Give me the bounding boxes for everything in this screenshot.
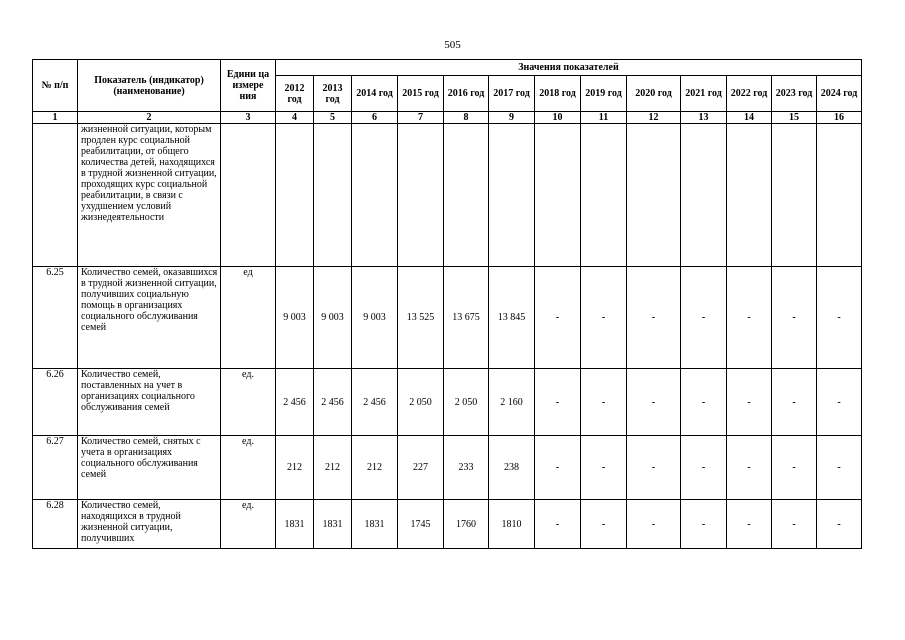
row-value: 2 456 [314,369,352,436]
column-number: 2 [78,112,221,124]
row-value: - [817,436,862,500]
header-year: 2022 год [727,76,772,112]
row-value [581,124,627,267]
row-value [535,124,581,267]
header-year: 2013 год [314,76,352,112]
row-value: - [535,369,581,436]
row-indicator: жизненной ситуации, которым продлен курс социальной реабилитации, от общего количества детей, находящихся в трудной жизненной ситуации, проходящих курс социальной реабилитации, в связи с ухудшением условий жизнедеятельности [78,124,221,267]
row-value [681,124,727,267]
column-number: 14 [727,112,772,124]
row-value [352,124,398,267]
column-number: 13 [681,112,727,124]
row-value: - [581,369,627,436]
row-value: 1745 [398,500,444,549]
row-value: - [772,500,817,549]
row-value: - [627,267,681,369]
row-value [817,124,862,267]
column-number: 1 [33,112,78,124]
row-value: - [581,500,627,549]
column-number: 6 [352,112,398,124]
row-value: 13 525 [398,267,444,369]
column-number: 12 [627,112,681,124]
row-value [398,124,444,267]
row-unit: ед. [221,369,276,436]
column-number: 4 [276,112,314,124]
page-number: 505 [444,39,461,51]
header-values: Значения показателей [276,60,862,76]
row-value [444,124,489,267]
row-number: 6.27 [33,436,78,500]
row-value: - [535,436,581,500]
row-value: - [727,267,772,369]
header-number: № п/п [33,60,78,112]
row-value: - [772,267,817,369]
row-value: - [817,369,862,436]
row-value: - [817,267,862,369]
row-value: 2 050 [444,369,489,436]
header-year: 2021 год [681,76,727,112]
row-indicator: Количество семей, снятых с учета в организациях социального обслуживания семей [78,436,221,500]
header-year: 2015 год [398,76,444,112]
row-value: 1831 [352,500,398,549]
row-value: 1810 [489,500,535,549]
row-value [627,124,681,267]
table-row [33,267,862,369]
header-year: 2017 год [489,76,535,112]
header-year: 2018 год [535,76,581,112]
row-value: 13 845 [489,267,535,369]
row-value: - [681,267,727,369]
row-value: - [627,500,681,549]
row-value [727,124,772,267]
column-number: 10 [535,112,581,124]
row-value: 2 160 [489,369,535,436]
row-value: 233 [444,436,489,500]
table-row [33,436,862,500]
header-unit: Едини ца измере ния [221,60,276,112]
column-number: 11 [581,112,627,124]
table-row [33,369,862,436]
column-number: 7 [398,112,444,124]
row-value [489,124,535,267]
header-year: 2014 год [352,76,398,112]
column-number: 8 [444,112,489,124]
row-value: - [681,436,727,500]
row-value: 1831 [314,500,352,549]
row-value: - [772,369,817,436]
row-unit: ед. [221,436,276,500]
row-value: 13 675 [444,267,489,369]
row-number: 6.26 [33,369,78,436]
row-unit [221,124,276,267]
row-value: - [681,500,727,549]
header-year: 2019 год [581,76,627,112]
row-value: - [817,500,862,549]
row-value [276,124,314,267]
row-number: 6.28 [33,500,78,549]
column-number: 9 [489,112,535,124]
header-indicator: Показатель (индикатор) (наименование) [78,60,221,112]
row-value: - [727,369,772,436]
table-row [33,500,862,549]
row-value: - [581,267,627,369]
column-number: 5 [314,112,352,124]
row-value [772,124,817,267]
column-number: 15 [772,112,817,124]
row-value: 227 [398,436,444,500]
row-indicator: Количество семей, оказавшихся в трудной жизненной ситуации, получивших социальную помощь в организациях социального обслуживания семей [78,267,221,369]
header-year: 2023 год [772,76,817,112]
header-year: 2016 год [444,76,489,112]
row-value: - [681,369,727,436]
row-indicator: Количество семей, находящихся в трудной жизненной ситуации, получивших [78,500,221,549]
header-year: 2020 год [627,76,681,112]
table-row [33,124,862,267]
row-value: 9 003 [352,267,398,369]
header-year: 2012 год [276,76,314,112]
row-value: - [772,436,817,500]
row-value: - [727,500,772,549]
column-number: 3 [221,112,276,124]
row-value [314,124,352,267]
row-value: - [535,500,581,549]
row-value: - [535,267,581,369]
row-value: 212 [314,436,352,500]
row-indicator: Количество семей, поставленных на учет в организациях социального обслуживания семей [78,369,221,436]
row-value: - [627,436,681,500]
row-value: - [727,436,772,500]
row-value: 2 050 [398,369,444,436]
row-value: 212 [276,436,314,500]
row-value: - [581,436,627,500]
row-number: 6.25 [33,267,78,369]
row-value: - [627,369,681,436]
header-year: 2024 год [817,76,862,112]
row-number [33,124,78,267]
column-number: 16 [817,112,862,124]
indicators-table [32,59,862,549]
row-value: 9 003 [314,267,352,369]
row-value: 212 [352,436,398,500]
row-value: 2 456 [276,369,314,436]
row-unit: ед [221,267,276,369]
row-value: 1831 [276,500,314,549]
row-unit: ед. [221,500,276,549]
row-value: 238 [489,436,535,500]
row-value: 2 456 [352,369,398,436]
row-value: 1760 [444,500,489,549]
row-value: 9 003 [276,267,314,369]
